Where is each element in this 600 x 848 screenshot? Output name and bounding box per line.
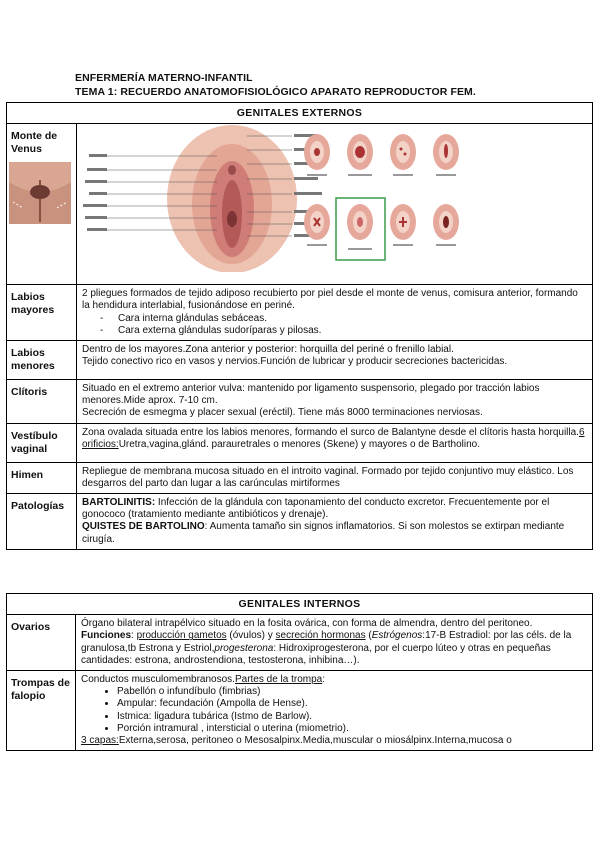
text-fragment: :17-B Estradiol: por las céls. de la granulosa,tb Estrona y Estriol, <box>81 630 572 654</box>
term-partes-trompa: Partes de la trompa <box>234 674 323 686</box>
label-trompas: Trompas de falopio <box>7 671 76 751</box>
content-himen: Repliegue de membrana mucosa situado en el introito vaginal. Formado por tejido conjuntivo muy elástico. Los desgarros del parto dan lugar a las carúnculas mirtiformes <box>77 462 593 493</box>
label-monte-venus: Monte de Venus <box>11 130 58 156</box>
content-trompas <box>76 671 593 751</box>
label-clitoris: Clítoris <box>7 380 77 424</box>
desc-quistes: : Aumenta tamaño sin signos inflamatorios. Si son molestos se extirpan mediante cirugía. <box>82 521 565 545</box>
text-quistes <box>82 521 587 545</box>
content-vestibulo <box>77 423 593 462</box>
text-fragment: : <box>322 674 326 686</box>
list-item: - Cara interna glándulas sebáceas. <box>118 313 587 325</box>
doc-title: TEMA 1: RECUERDO ANATOMOFISIOLÓGICO APARATO REPRODUCTOR FEM. <box>75 86 476 98</box>
term-funciones: Funciones <box>81 630 132 642</box>
list-item: • Ampular: fecundación (Ampolla de Hense). <box>117 698 587 710</box>
list-item: • Istmica: ligadura tubárica (Istmo de Barlow). <box>117 711 587 723</box>
doc-subject: ENFERMERÍA MATERNO-INFANTIL <box>75 72 253 84</box>
text-fragment: : <box>131 630 137 642</box>
text-clitoris-2: Secreción de esmegma y placer sexual (eréctil). Tiene más 8000 terminaciones nerviosas. <box>82 407 483 419</box>
label-ovarios: Ovarios <box>7 615 76 671</box>
desc-bartolinitis: Infección de la glándula con taponamiento del conducto excretor. Frecuentemente por el gonococo (tratamiento mediante antibióticos y drenaje). <box>82 497 550 521</box>
text-labios-mayores: 2 pliegues formados de tejido adiposo recubierto por piel desde el monte de venus, comisura anterior, formando la hendidura interlabial, fusionándose en periné. <box>82 288 578 312</box>
label-himen: Himen <box>7 462 77 493</box>
text-trompas-intro <box>81 674 587 686</box>
list-item: - Cara externa glándulas sudoríparas y pilosas. <box>118 325 587 337</box>
list-item: • Porción intramural , intersticial o uterina (miometrio). <box>117 723 587 735</box>
table-genitales-externos <box>6 102 593 550</box>
term-produccion-gametos: producción gametos <box>136 630 227 642</box>
text-trompas-capas <box>81 735 587 747</box>
text-vestibulo-orificios: 6 orificios: <box>82 426 585 450</box>
text-ovarios-funciones <box>81 630 587 667</box>
term-secrecion-hormonas: secreción hormonas <box>275 630 366 642</box>
text-labios-menores-1: Dentro de los mayores.Zona anterior y posterior: horquilla del periné o frenillo labial. <box>82 344 454 356</box>
labeled-vulva-diagram <box>83 125 322 272</box>
text-fragment: ( <box>365 630 372 642</box>
term-bartolinitis: BARTOLINITIS: <box>82 497 156 509</box>
term-progesterona: progesterona <box>214 642 274 654</box>
text-clitoris-1: Situado en el extremo anterior vulva: mantenido por ligamento suspensorio, plegado por tracción labios menores.Mide aprox. 7-10 cm. <box>82 383 540 407</box>
vulva-anatomy-illustration <box>77 124 592 272</box>
hymen-types-grid <box>304 134 459 260</box>
anatomy-figures <box>77 124 593 285</box>
term-estrogenos: Estrógenos <box>371 630 423 642</box>
content-patologias <box>77 494 593 550</box>
content-labios-menores <box>77 341 593 380</box>
row-label-monte <box>7 124 77 285</box>
label-vestibulo: Vestíbulo vaginal <box>7 423 77 462</box>
text-fragment: Conductos musculomembranosos. <box>81 674 235 686</box>
text-fragment: : Hidroxiprogesterona, por el cuerpo lúteo y otras en pequeñas cantidades: estrona, androstendiona, testosterona, inhibina…). <box>81 642 551 666</box>
list-item: • Pabellón o infundíbulo (fimbrias) <box>117 686 587 698</box>
content-ovarios <box>76 615 593 671</box>
text-fragment: Externa,serosa, peritoneo o Mesosalpinx.Media,muscular o miosálpinx.Interna,mucosa o <box>118 735 512 747</box>
list-partes-trompa <box>81 686 587 735</box>
text-fragment: (óvulos) y <box>226 630 276 642</box>
monte-venus-photo <box>9 162 71 224</box>
content-labios-mayores <box>77 285 593 341</box>
text-vestibulo-a: Zona ovalada situada entre los labios menores, formando el surco de Balantyne desde el clítoris hasta horquilla. <box>82 426 579 438</box>
content-clitoris <box>77 380 593 424</box>
term-3-capas: 3 capas: <box>81 735 119 747</box>
section-title-internos: GENITALES INTERNOS <box>7 594 593 615</box>
label-patologias: Patologías <box>7 494 77 550</box>
section-title-externos: GENITALES EXTERNOS <box>7 103 593 124</box>
text-ovarios-1: Órgano bilateral intrapélvico situado en la fosita ovárica, con forma de almendra, dentro del peritoneo. <box>81 618 533 630</box>
term-quistes: QUISTES DE BARTOLINO <box>82 521 205 533</box>
text-vestibulo-b: Uretra,vagina,glánd. parauretrales o menores (Skene) y mayores o de Bartholino. <box>118 438 480 450</box>
label-labios-mayores: Labios mayores <box>7 285 77 341</box>
list-labios-mayores <box>82 313 587 337</box>
label-labios-menores: Labios menores <box>7 341 77 380</box>
table-genitales-internos <box>6 593 593 751</box>
text-bartolinitis <box>82 497 587 521</box>
text-labios-menores-2: Tejido conectivo rico en vasos y nervios.Función de lubricar y producir secreciones bactericidas. <box>82 356 508 368</box>
